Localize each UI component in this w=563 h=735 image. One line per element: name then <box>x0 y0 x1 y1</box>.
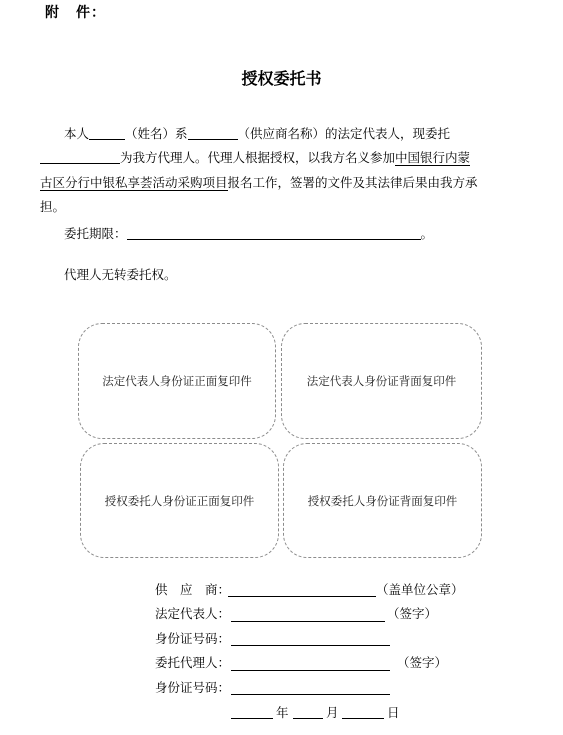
id-box-label: 法定代表人身份证正面复印件 <box>102 374 252 388</box>
id-number-label-2: 身份证号码： <box>155 680 231 695</box>
body-line-4: 担。 <box>40 199 66 214</box>
body-line-3 <box>40 173 478 192</box>
no-transfer-text: 代理人无转委托权。 <box>64 267 177 282</box>
body-text-a: 为我方代理人。代理人根据授权，以我方名义参加 <box>120 150 396 165</box>
month-label: 月 <box>326 705 339 720</box>
project-highlight-b: 古区分行中银私享荟活动采购项目 <box>40 175 228 190</box>
id-box-label: 授权委托人身份证正面复印件 <box>104 493 255 508</box>
id-box-agent-back <box>283 443 482 558</box>
year-label: 年 <box>276 705 289 720</box>
id-box-legal-back <box>281 323 482 439</box>
id-number-label-1: 身份证号码： <box>155 631 231 646</box>
day-line[interactable] <box>342 718 384 719</box>
supplier-hint: （供应商名称）的法定代表人，现委托 <box>237 126 451 141</box>
attachment-label-a: 附 <box>45 5 60 21</box>
document-title: 授权委托书 <box>241 69 322 88</box>
legal-rep-note: （签字） <box>387 606 438 621</box>
project-highlight-a: 中国银行内蒙 <box>395 150 471 165</box>
attachment-label-b: 件： <box>76 5 106 21</box>
attachment-label <box>45 2 106 22</box>
supplier-blank[interactable] <box>188 125 238 140</box>
supplier-line[interactable] <box>228 596 376 597</box>
agent-blank[interactable] <box>40 149 120 164</box>
agent-line[interactable] <box>231 670 390 671</box>
supplier-note: （盖单位公章） <box>376 582 464 597</box>
body-line-1 <box>64 124 450 143</box>
period-blank[interactable] <box>127 225 421 240</box>
body-line-2 <box>40 148 470 167</box>
id-box-legal-front <box>78 323 276 439</box>
month-line[interactable] <box>293 718 323 719</box>
name-hint: （姓名）系 <box>125 126 188 141</box>
period-end: 。 <box>420 226 434 241</box>
supplier-label: 供 应 商： <box>155 582 231 597</box>
period-line <box>64 224 433 243</box>
id-box-label: 授权委托人身份证背面复印件 <box>307 493 458 508</box>
id-box-agent-front <box>80 443 279 558</box>
name-blank[interactable] <box>89 125 125 140</box>
agent-label: 委托代理人： <box>155 655 231 670</box>
legal-rep-label: 法定代表人： <box>155 606 231 621</box>
id-number-line-1[interactable] <box>231 645 390 646</box>
agent-note: （签字） <box>397 655 448 670</box>
day-label: 日 <box>387 705 400 720</box>
id-number-line-2[interactable] <box>231 694 390 695</box>
body-text-b: 报名工作，签署的文件及其法律后果由我方承 <box>227 175 478 190</box>
id-box-label: 法定代表人身份证背面复印件 <box>306 374 457 388</box>
body-prefix: 本人 <box>64 126 90 141</box>
year-line[interactable] <box>231 718 273 719</box>
period-label: 委托期限： <box>64 226 127 241</box>
legal-rep-line[interactable] <box>231 621 385 622</box>
